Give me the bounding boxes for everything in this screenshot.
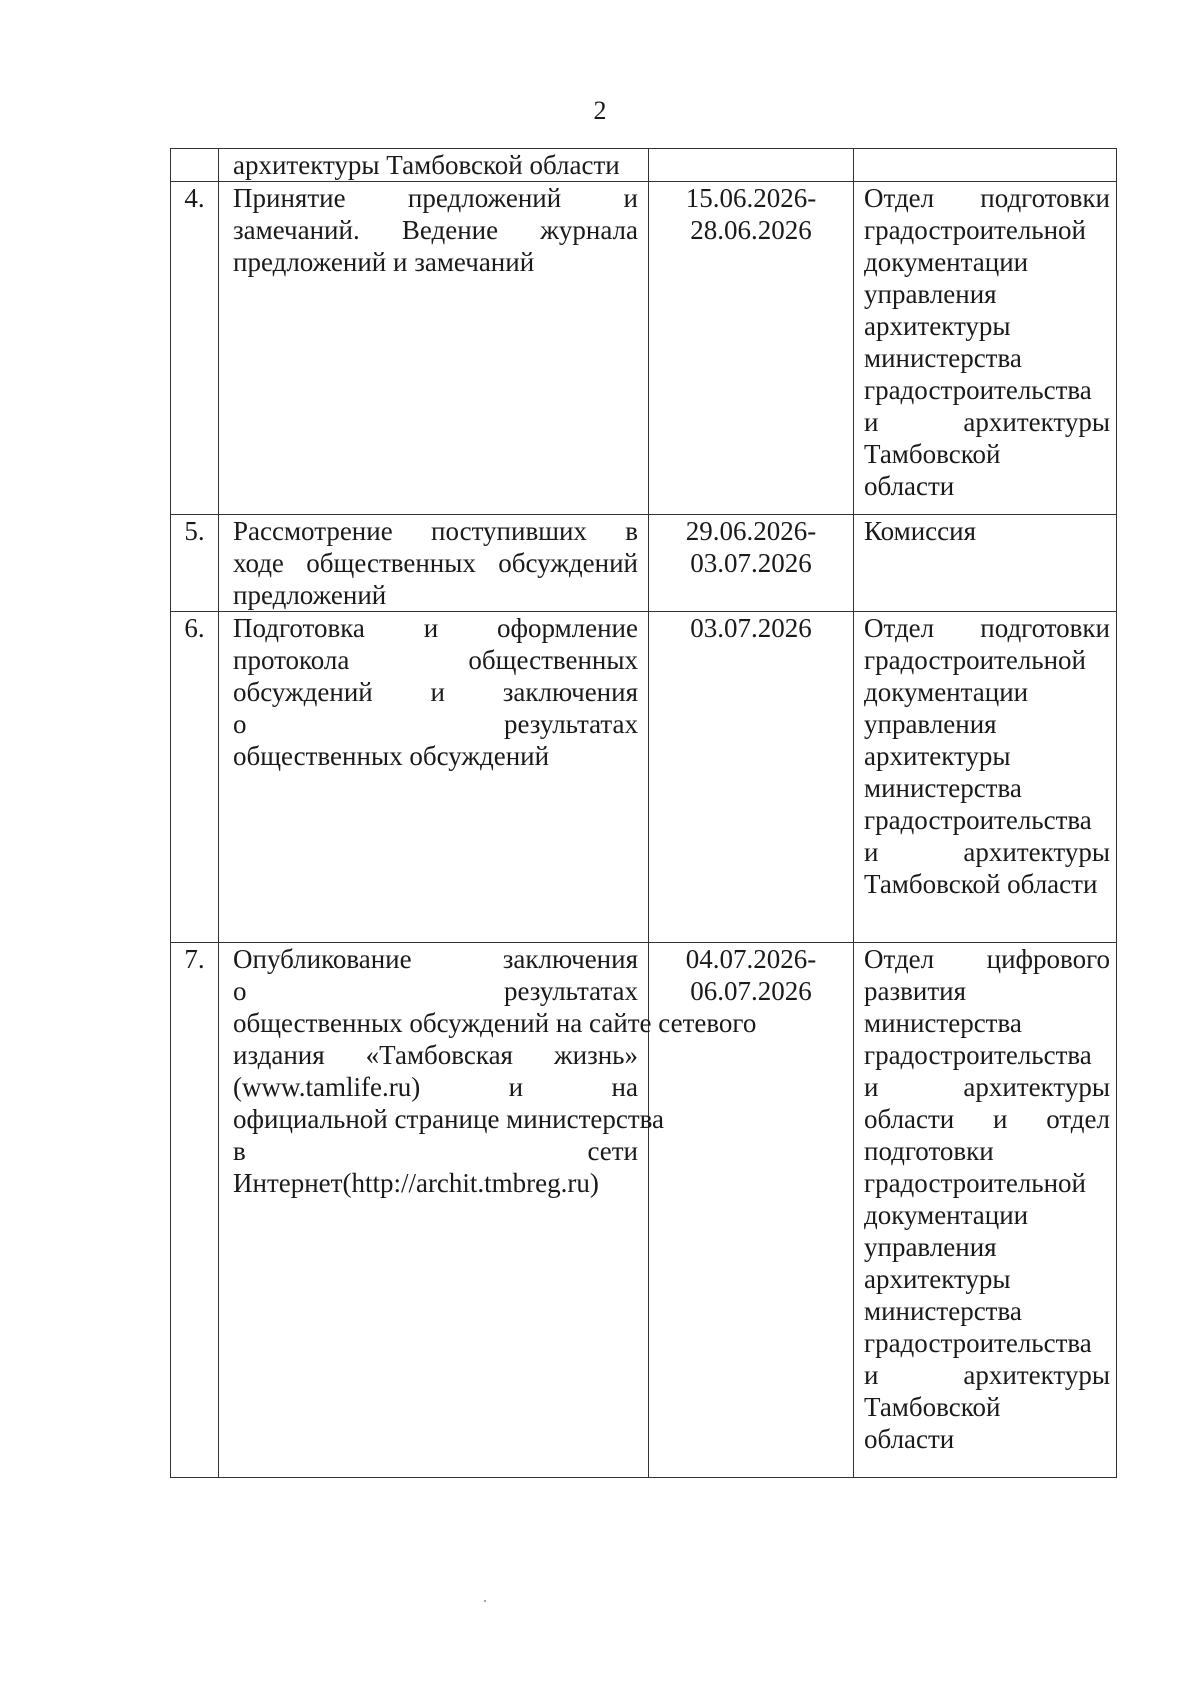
scan-speck bbox=[484, 1600, 486, 1602]
date-cell: 04.07.2026- 06.07.2026 bbox=[649, 943, 854, 1478]
row-number bbox=[171, 149, 219, 182]
responsible-cell: Отдел подготовки градостроительной документации управления архитектуры министерства градостроительства и архитектуры Тамбовской области bbox=[854, 182, 1117, 515]
action-cell: архитектуры Тамбовской области bbox=[219, 149, 649, 182]
date-cell: 29.06.2026- 03.07.2026 bbox=[649, 515, 854, 612]
date-cell: 03.07.2026 bbox=[649, 612, 854, 943]
table-row bbox=[171, 149, 1117, 182]
table-row bbox=[171, 612, 1117, 943]
table-row bbox=[171, 515, 1117, 612]
row-number: 4. bbox=[171, 182, 219, 515]
date-cell bbox=[649, 149, 854, 182]
responsible-cell: Отдел цифрового развития министерства градостроительства и архитектуры области и отдел подготовки градостроительной документации управления архитектуры министерства градостроительства и архитектуры Тамбовской области bbox=[854, 943, 1117, 1478]
action-cell: Подготовка и оформление протокола общественных обсуждений и заключения о результатах общественных обсуждений bbox=[219, 612, 649, 943]
page-number: 2 bbox=[593, 96, 607, 125]
responsible-cell: Отдел подготовки градостроительной документации управления архитектуры министерства градостроительства и архитектуры Тамбовской области bbox=[854, 612, 1117, 943]
row-number: 6. bbox=[171, 612, 219, 943]
row-number: 7. bbox=[171, 943, 219, 1478]
table-row bbox=[171, 182, 1117, 515]
date-cell: 15.06.2026- 28.06.2026 bbox=[649, 182, 854, 515]
responsible-cell bbox=[854, 149, 1117, 182]
row-number: 5. bbox=[171, 515, 219, 612]
responsible-cell: Комиссия bbox=[854, 515, 1117, 612]
action-cell: Опубликование заключения о результатах общественных обсуждений на сайте сетевого издания «Тамбовская жизнь» (www.tamlife.ru) и на официальной странице министерства в сети Интернет(http://archit.tmbreg.ru) bbox=[219, 943, 649, 1478]
schedule-table bbox=[170, 148, 1117, 1478]
table-row bbox=[171, 943, 1117, 1478]
action-cell: Рассмотрение поступивших в ходе общественных обсуждений предложений bbox=[219, 515, 649, 612]
action-cell: Принятие предложений и замечаний. Ведение журнала предложений и замечаний bbox=[219, 182, 649, 515]
